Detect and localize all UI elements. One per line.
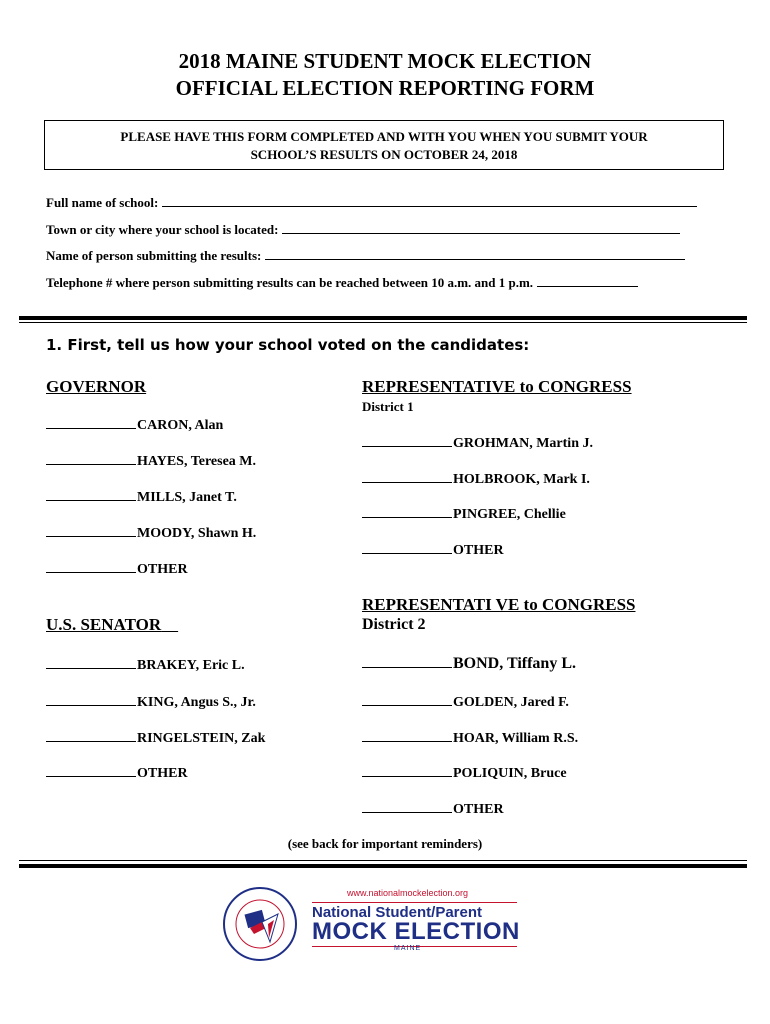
vote-blank[interactable] bbox=[46, 488, 136, 501]
rep2-candidate[interactable] bbox=[362, 693, 569, 711]
divider-top-thin bbox=[19, 322, 747, 323]
submitter-blank[interactable] bbox=[265, 247, 685, 260]
candidate-name: KING, Angus S., Jr. bbox=[137, 695, 256, 710]
candidate-name: OTHER bbox=[137, 562, 188, 577]
candidate-name: MILLS, Janet T. bbox=[137, 490, 237, 505]
vote-blank[interactable] bbox=[46, 452, 136, 465]
rep2-candidate[interactable] bbox=[362, 800, 504, 818]
candidate-name: HOAR, William R.S. bbox=[453, 731, 579, 746]
logo-line-3: MAINE bbox=[394, 945, 422, 952]
page-title-line-1: 2018 MAINE STUDENT MOCK ELECTION bbox=[178, 49, 592, 73]
candidate-name: MOODY, Shawn H. bbox=[137, 526, 257, 541]
logo-line-2: MOCK ELECTION bbox=[312, 918, 520, 945]
candidate-name: BOND, Tiffany L. bbox=[453, 655, 576, 672]
notice-line-2: SCHOOL’S RESULTS ON OCTOBER 24, 2018 bbox=[250, 147, 518, 162]
candidate-name: GOLDEN, Jared F. bbox=[453, 695, 569, 710]
vote-blank[interactable] bbox=[362, 434, 452, 447]
candidate-name: OTHER bbox=[453, 802, 504, 817]
rep2-candidate[interactable] bbox=[362, 764, 567, 782]
divider-bottom-thin bbox=[19, 860, 747, 861]
vote-blank[interactable] bbox=[46, 524, 136, 537]
candidate-name: BRAKEY, Eric L. bbox=[137, 658, 245, 673]
governor-candidate[interactable] bbox=[46, 452, 256, 470]
submitter-field[interactable] bbox=[46, 247, 685, 264]
vote-blank[interactable] bbox=[362, 729, 452, 742]
school-name-label: Full name of school: bbox=[46, 195, 159, 210]
vote-blank[interactable] bbox=[362, 764, 452, 777]
mock-election-seal-icon bbox=[222, 884, 302, 964]
governor-candidate[interactable] bbox=[46, 488, 237, 506]
senator-candidate[interactable] bbox=[46, 693, 256, 711]
page-title-line-2: OFFICIAL ELECTION REPORTING FORM bbox=[175, 76, 595, 100]
governor-heading: GOVERNOR bbox=[46, 377, 147, 396]
vote-blank[interactable] bbox=[46, 656, 136, 669]
vote-blank[interactable] bbox=[46, 693, 136, 706]
back-reminder-note: (see back for important reminders) bbox=[287, 836, 483, 851]
senator-heading-text: U.S. SENATOR bbox=[46, 615, 162, 634]
rep2-candidate[interactable] bbox=[362, 729, 578, 747]
divider-top-thick bbox=[19, 316, 747, 320]
telephone-field[interactable] bbox=[46, 274, 638, 291]
candidate-name: HOLBROOK, Mark I. bbox=[453, 472, 590, 487]
rep2-candidate[interactable] bbox=[362, 654, 576, 673]
vote-blank[interactable] bbox=[362, 541, 452, 554]
candidate-name: OTHER bbox=[137, 766, 188, 781]
divider-bottom-thick bbox=[19, 864, 747, 868]
governor-candidate[interactable] bbox=[46, 416, 223, 434]
question-heading: 1. First, tell us how your school voted on the candidates: bbox=[46, 336, 530, 354]
senator-heading bbox=[46, 615, 178, 635]
vote-blank[interactable] bbox=[362, 505, 452, 518]
rep1-candidate[interactable] bbox=[362, 505, 566, 523]
vote-blank[interactable] bbox=[46, 729, 136, 742]
rep1-candidate[interactable] bbox=[362, 541, 504, 559]
rep-district-2-label: District 2 bbox=[362, 616, 426, 633]
vote-blank[interactable] bbox=[362, 800, 452, 813]
rep-district-1-heading: REPRESENTATIVE to CONGRESS bbox=[362, 377, 632, 396]
town-field[interactable] bbox=[46, 221, 680, 238]
rep-district-1-label: District 1 bbox=[362, 399, 414, 414]
logo-line-1: National Student/Parent bbox=[312, 904, 483, 921]
logo-url: www.nationalmockelection.org bbox=[347, 888, 469, 898]
senator-candidate[interactable] bbox=[46, 764, 188, 782]
senator-candidate[interactable] bbox=[46, 729, 265, 747]
candidate-name: HAYES, Teresea M. bbox=[137, 454, 257, 469]
vote-blank[interactable] bbox=[46, 416, 136, 429]
school-name-blank[interactable] bbox=[162, 194, 697, 207]
notice-line-1: PLEASE HAVE THIS FORM COMPLETED AND WITH YOU WHEN YOU SUBMIT YOUR bbox=[120, 129, 648, 144]
telephone-label: Telephone # where person submitting results can be reached between 10 a.m. and 1 p.m. bbox=[46, 275, 534, 290]
candidate-name: OTHER bbox=[453, 543, 504, 558]
rep1-candidate[interactable] bbox=[362, 470, 590, 488]
vote-blank[interactable] bbox=[362, 654, 452, 668]
candidate-name: RINGELSTEIN, Zak bbox=[137, 731, 266, 746]
vote-blank[interactable] bbox=[46, 764, 136, 777]
candidate-name: PINGREE, Chellie bbox=[453, 507, 566, 522]
town-blank[interactable] bbox=[282, 221, 680, 234]
telephone-blank[interactable] bbox=[537, 274, 638, 287]
candidate-name: GROHMAN, Martin J. bbox=[453, 436, 593, 451]
vote-blank[interactable] bbox=[362, 470, 452, 483]
governor-candidate[interactable] bbox=[46, 524, 256, 542]
notice-box bbox=[44, 120, 724, 170]
candidate-name: POLIQUIN, Bruce bbox=[453, 766, 567, 781]
rep1-candidate[interactable] bbox=[362, 434, 593, 452]
town-label: Town or city where your school is located: bbox=[46, 222, 279, 237]
logo-rule bbox=[312, 902, 517, 903]
senator-candidate[interactable] bbox=[46, 656, 245, 674]
vote-blank[interactable] bbox=[46, 560, 136, 573]
submitter-label: Name of person submitting the results: bbox=[46, 248, 262, 263]
governor-candidate[interactable] bbox=[46, 560, 188, 578]
rep-district-2-heading: REPRESENTATI VE to CONGRESS bbox=[362, 595, 636, 614]
candidate-name: CARON, Alan bbox=[137, 418, 224, 433]
vote-blank[interactable] bbox=[362, 693, 452, 706]
school-name-field[interactable] bbox=[46, 194, 697, 211]
